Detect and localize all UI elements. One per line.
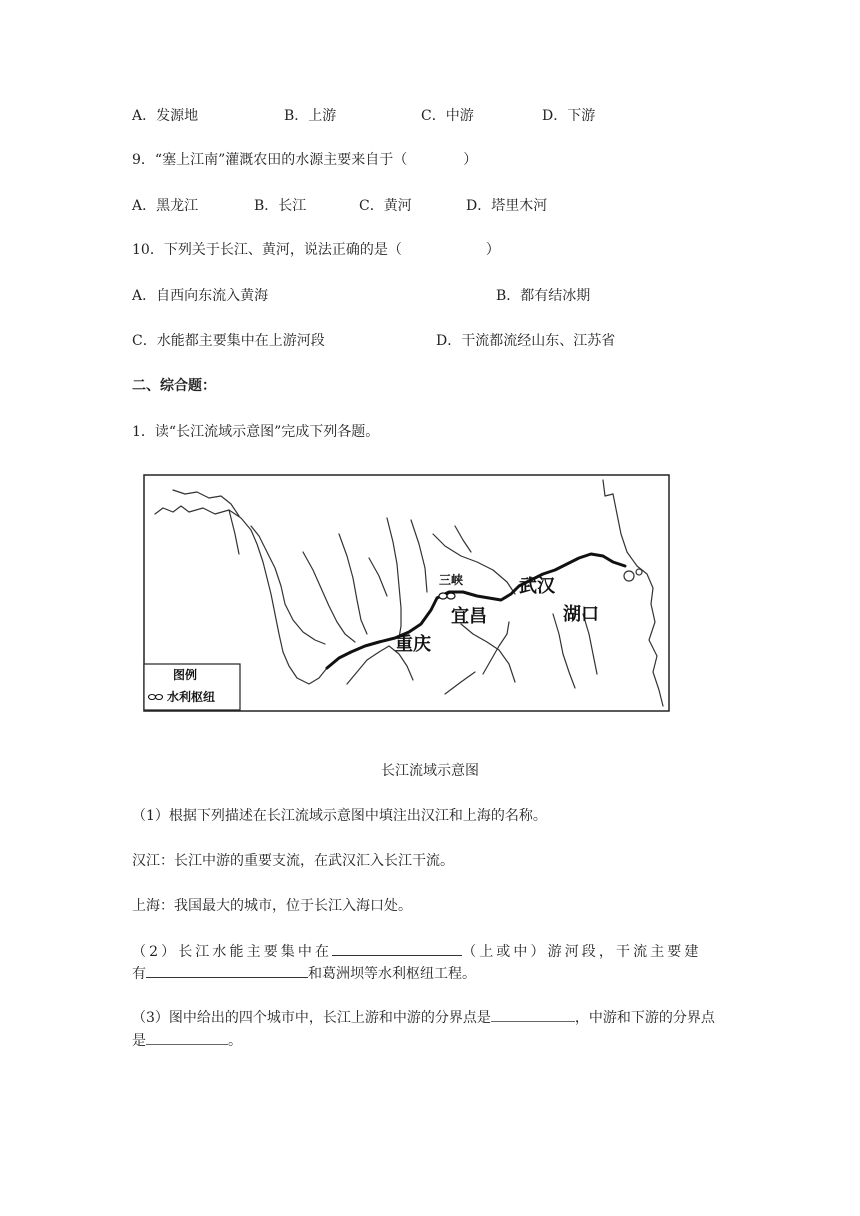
q10-option-b: B．都有结冰期 xyxy=(496,288,591,304)
yangtze-basin-map xyxy=(143,474,670,712)
q8-option-d: D．下游 xyxy=(542,108,596,124)
map-label-chongqing: 重庆 xyxy=(395,634,431,655)
sub1-shanghai: 上海：我国最大的城市，位于长江入海口处。 xyxy=(132,898,412,914)
legend-dam-icon xyxy=(149,695,163,700)
q9-option-d: D．塔里木河 xyxy=(466,198,548,214)
q8-option-b: B．上游 xyxy=(284,108,337,124)
map-legend-title: 图例 xyxy=(173,668,198,682)
q10-option-c: C．水能都主要集中在上游河段 xyxy=(132,333,325,349)
q9-stem: 9．“塞上江南”灌溉农田的水源主要来自于（ ） xyxy=(132,152,478,168)
sub2-part3: 有 xyxy=(132,966,146,982)
sub2-line2 xyxy=(132,963,476,984)
q8-option-a: A．发源地 xyxy=(132,108,199,124)
map-label-yichang: 宜昌 xyxy=(451,606,487,627)
sub3-blank-1[interactable] xyxy=(491,1007,575,1022)
sub3-part1: （3）图中给出的四个城市中，长江上游和中游的分界点是 xyxy=(132,1010,491,1026)
sub3-blank-2[interactable] xyxy=(146,1030,228,1045)
q10-stem: 10．下列关于长江、黄河，说法正确的是（ ） xyxy=(132,242,500,258)
map-label-hukou: 湖口 xyxy=(563,604,599,625)
sub2-line1 xyxy=(132,941,722,962)
sub2-part4: 和葛洲坝等水利枢纽工程。 xyxy=(308,966,476,982)
q9-option-b: B．长江 xyxy=(254,198,307,214)
sub2-part2: （上或中）游河段，干流主要建 xyxy=(462,944,702,960)
sub3-part2: ，中游和下游的分界点 xyxy=(574,1010,715,1026)
map-label-wuhan: 武汉 xyxy=(519,576,555,597)
map-label-sanxia: 三峡 xyxy=(439,573,464,587)
map-caption: 长江流域示意图 xyxy=(381,763,479,779)
q8-option-c: C．中游 xyxy=(421,108,474,124)
sub3-part4: 。 xyxy=(228,1033,242,1049)
sub3-line1 xyxy=(132,1007,715,1028)
q9-option-a: A．黑龙江 xyxy=(132,198,199,214)
q1-stem: 1．读“长江流域示意图”完成下列各题。 xyxy=(132,424,380,440)
sub3-line2 xyxy=(132,1030,242,1051)
dam-symbol-sanxia xyxy=(439,593,455,599)
section-2-title: 二、综合题： xyxy=(132,378,216,394)
sub2-part1: （2）长江水能主要集中在 xyxy=(132,944,333,960)
sub2-blank-1[interactable] xyxy=(332,941,462,956)
q9-option-c: C．黄河 xyxy=(359,198,412,214)
sub2-blank-2[interactable] xyxy=(146,963,308,978)
q10-option-a: A．自西向东流入黄海 xyxy=(132,288,269,304)
sub1-hanjiang: 汉江：长江中游的重要支流，在武汉汇入长江干流。 xyxy=(132,853,454,869)
sub3-part3: 是 xyxy=(132,1033,146,1049)
sub1-text: （1）根据下列描述在长江流域示意图中填注出汉江和上海的名称。 xyxy=(132,808,547,824)
q10-option-d: D．干流都流经山东、江苏省 xyxy=(436,333,616,349)
map-legend-item: 水利枢纽 xyxy=(167,690,216,704)
